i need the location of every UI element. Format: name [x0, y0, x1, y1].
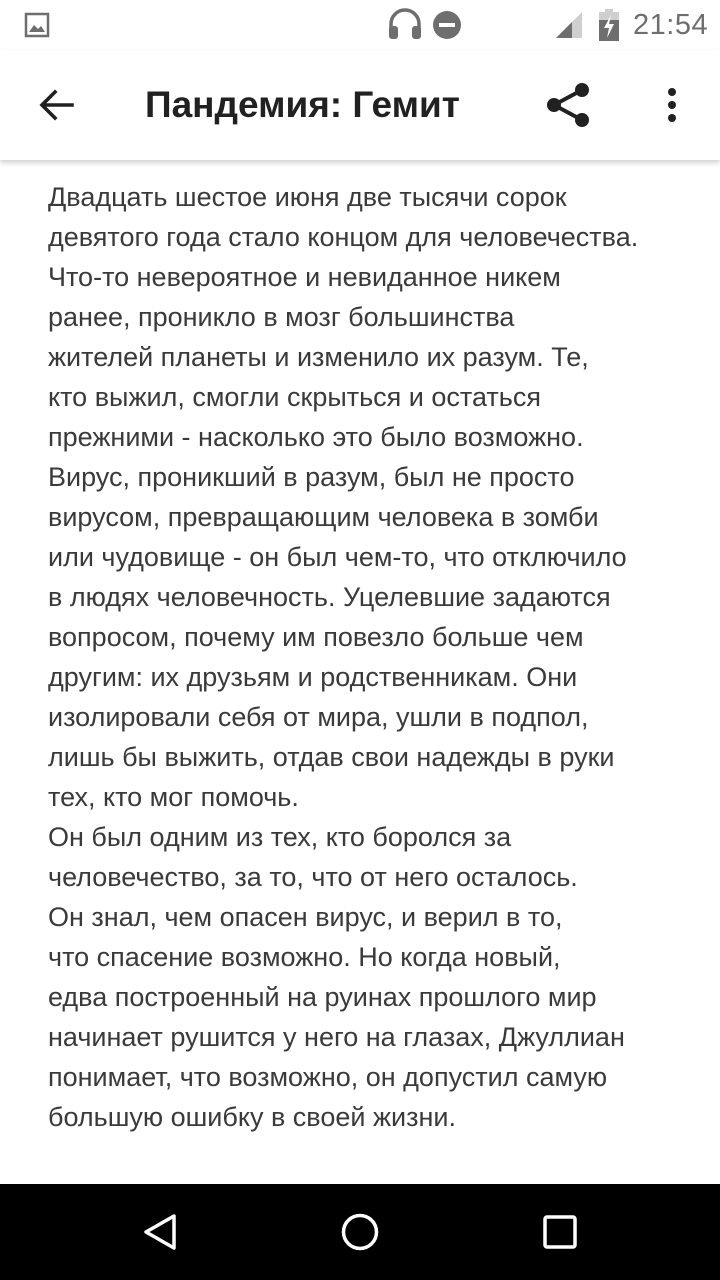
navigation-bar [0, 1184, 720, 1280]
nav-recents-button[interactable] [505, 1184, 615, 1280]
headset-icon [386, 0, 424, 50]
do-not-disturb-icon [432, 0, 462, 50]
share-button[interactable] [536, 77, 600, 133]
nav-back-button[interactable] [105, 1184, 215, 1280]
content-area[interactable] [0, 160, 720, 1184]
gallery-icon [24, 0, 50, 50]
status-bar [0, 0, 720, 50]
page-title: Пандемия: Гемит [145, 84, 460, 125]
more-options-button[interactable] [648, 77, 696, 133]
nav-home-button[interactable] [305, 1184, 415, 1280]
nav-home-icon [340, 1212, 380, 1252]
battery-charging-icon [598, 0, 620, 50]
status-time: 21:54 [633, 8, 709, 41]
description-text: Двадцать шестое июня две тысячи сорок девятого года стало концом для человечества. Что-то невероятное и невиданное никем ранее, проникло в мозг большинства жителей планеты и изменило их разум. Те, кто выжил, смогли скрыться и остаться прежними - насколько это было возможно. Вирус, проникший в разум, был не просто вирусом, превращающим человека в зомби или чудовище - он был чем-то, что отключило в людях человечность. Уцелевшие задаются вопросом, почему им повезло больше чем другим: их друзьям и родственникам. Они изолировали себя от мира, ушли в подпол, лишь бы выжить, отдав свои надежды в руки тех, кто мог помочь. Он был одним из тех, кто боролся за человечество, за то, что от него осталось. Он знал, чем опасен вирус, и верил в то, что спасение возможно. Но когда новый, едва построенный на руинах прошлого мир начинает рушится у него на глазах, Джуллиан понимает, что возможно, он допустил самую большую ошибку в своей жизни. [48, 182, 639, 1132]
share-icon [544, 81, 592, 129]
back-arrow-icon [38, 89, 74, 121]
nav-back-icon [140, 1212, 180, 1252]
more-vert-icon [666, 87, 678, 123]
app-bar [0, 50, 720, 160]
nav-recents-icon [542, 1214, 578, 1250]
back-button[interactable] [24, 77, 88, 133]
signal-icon [554, 0, 584, 50]
